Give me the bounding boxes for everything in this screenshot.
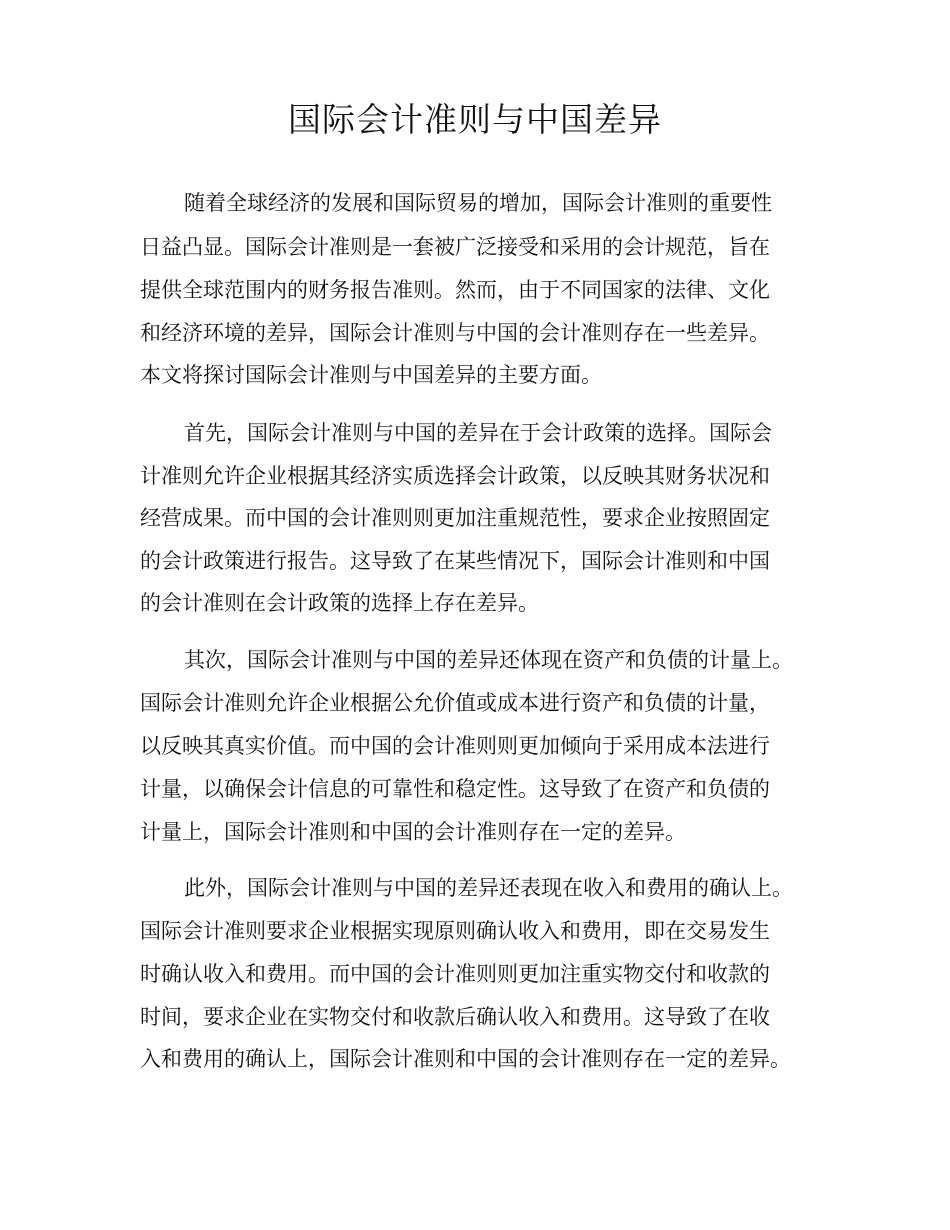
paragraph-2-line-2: 计准则允许企业根据其经济实质选择会计政策，以反映其财务状况和 [140,464,770,488]
paragraph-4-line-5: 入和费用的确认上，国际会计准则和中国的会计准则存在一定的差异。 [140,1047,791,1071]
paragraph-3-line-3: 以反映其真实价值。而中国的会计准则则更加倾向于采用成本法进行 [140,734,770,758]
paragraph-2-line-5: 的会计准则在会计政策的选择上存在差异。 [140,591,539,615]
paragraph-2-line-4: 的会计政策进行报告。这导致了在某些情况下，国际会计准则和中国 [140,549,770,573]
paragraph-4-line-1: 此外，国际会计准则与中国的差异还表现在收入和费用的确认上。 [184,876,793,900]
paragraph-3-line-5: 计量上，国际会计准则和中国的会计准则存在一定的差异。 [140,820,686,844]
page-title: 国际会计准则与中国差异 [288,100,662,139]
paragraph-3-line-4: 计量，以确保会计信息的可靠性和稳定性。这导致了在资产和负债的 [140,777,770,801]
paragraph-3-line-1: 其次，国际会计准则与中国的差异还体现在资产和负债的计量上。 [184,648,793,672]
paragraph-4-line-4: 时间，要求企业在实物交付和收款后确认收入和费用。这导致了在收 [140,1005,770,1029]
paragraph-1-line-4: 和经济环境的差异，国际会计准则与中国的会计准则存在一些差异。 [140,321,770,345]
paragraph-1-line-3: 提供全球范围内的财务报告准则。然而，由于不同国家的法律、文化 [140,278,770,302]
paragraph-4-line-3: 时确认收入和费用。而中国的会计准则则更加注重实物交付和收款的 [140,962,770,986]
paragraph-1-line-1: 随着全球经济的发展和国际贸易的增加，国际会计准则的重要性 [184,191,772,215]
paragraph-1-line-2: 日益凸显。国际会计准则是一套被广泛接受和采用的会计规范，旨在 [140,235,770,259]
paragraph-1-line-5: 本文将探讨国际会计准则与中国差异的主要方面。 [140,363,602,387]
paragraph-2-line-3: 经营成果。而中国的会计准则则更加注重规范性，要求企业按照固定 [140,506,770,530]
paragraph-2-line-1: 首先，国际会计准则与中国的差异在于会计政策的选择。国际会 [184,421,772,445]
paragraph-4-line-2: 国际会计准则要求企业根据实现原则确认收入和费用，即在交易发生 [140,919,770,943]
paragraph-3-line-2: 国际会计准则允许企业根据公允价值或成本进行资产和负债的计量， [140,691,770,715]
